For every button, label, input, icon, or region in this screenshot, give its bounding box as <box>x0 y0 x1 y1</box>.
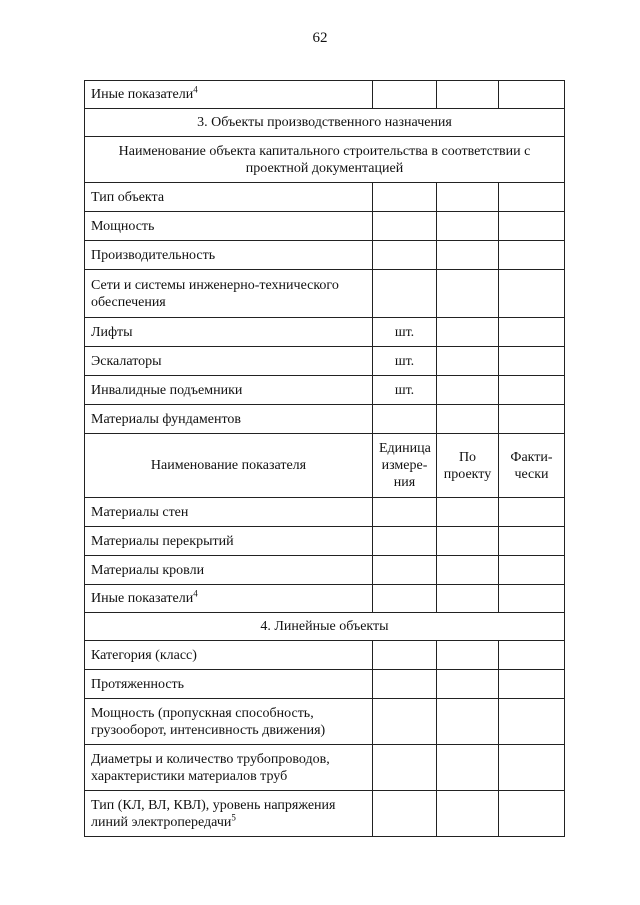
project-cell <box>437 670 499 699</box>
table-row <box>85 318 565 347</box>
actual-cell <box>499 745 565 791</box>
column-header-name: Наименование показателя <box>85 434 373 498</box>
row-label: Сети и системы инженерно-технического обеспечения <box>85 270 373 318</box>
object-name-label: Наименование объекта капитального строительства в соответствии с проектной документацией <box>85 137 565 183</box>
actual-cell <box>499 585 565 613</box>
table-row <box>85 405 565 434</box>
actual-cell <box>499 318 565 347</box>
project-cell <box>437 212 499 241</box>
project-cell <box>437 641 499 670</box>
column-header-unit: Единица измере-ния <box>373 434 437 498</box>
table-row <box>85 183 565 212</box>
unit-cell <box>373 527 437 556</box>
table-row <box>85 699 565 745</box>
unit-cell <box>373 791 437 837</box>
actual-cell <box>499 556 565 585</box>
unit-cell <box>373 498 437 527</box>
row-label: Категория (класс) <box>85 641 373 670</box>
project-cell <box>437 527 499 556</box>
actual-cell <box>499 699 565 745</box>
table-row <box>85 81 565 109</box>
table-row <box>85 241 565 270</box>
project-cell <box>437 318 499 347</box>
row-label: Мощность (пропускная способность, грузооборот, интенсивность движения) <box>85 699 373 745</box>
table-row <box>85 527 565 556</box>
row-label: Иные показатели$^4$ <box>85 81 373 109</box>
project-cell <box>437 376 499 405</box>
project-cell <box>437 585 499 613</box>
project-cell <box>437 699 499 745</box>
unit-cell <box>373 183 437 212</box>
unit-cell <box>373 212 437 241</box>
table-row <box>85 212 565 241</box>
unit-cell <box>373 270 437 318</box>
project-cell <box>437 745 499 791</box>
table-row <box>85 498 565 527</box>
table-row <box>85 270 565 318</box>
row-label: Тип объекта <box>85 183 373 212</box>
column-header-row <box>85 434 565 498</box>
row-label: Мощность <box>85 212 373 241</box>
project-cell <box>437 81 499 109</box>
indicators-table <box>84 80 565 837</box>
project-cell <box>437 241 499 270</box>
unit-cell <box>373 81 437 109</box>
project-cell <box>437 498 499 527</box>
actual-cell <box>499 347 565 376</box>
actual-cell <box>499 241 565 270</box>
project-cell <box>437 791 499 837</box>
actual-cell <box>499 670 565 699</box>
row-label: Производительность <box>85 241 373 270</box>
actual-cell <box>499 405 565 434</box>
section-header-row <box>85 109 565 137</box>
column-header-actual: Факти-чески <box>499 434 565 498</box>
project-cell <box>437 405 499 434</box>
unit-cell <box>373 585 437 613</box>
object-name-row <box>85 137 565 183</box>
row-label: Лифты <box>85 318 373 347</box>
actual-cell <box>499 81 565 109</box>
section-title: 3. Объекты производственного назначения <box>85 109 565 137</box>
actual-cell <box>499 498 565 527</box>
unit-cell: шт. <box>373 376 437 405</box>
actual-cell <box>499 270 565 318</box>
unit-cell <box>373 670 437 699</box>
page-number: 62 <box>312 30 328 46</box>
table-row <box>85 670 565 699</box>
footnote-marker: 5 <box>231 811 236 822</box>
unit-cell <box>373 641 437 670</box>
unit-cell <box>373 405 437 434</box>
column-header-project: По проекту <box>437 434 499 498</box>
table-row <box>85 376 565 405</box>
row-label: Материалы кровли <box>85 556 373 585</box>
row-label: Материалы фундаментов <box>85 405 373 434</box>
table-row <box>85 641 565 670</box>
project-cell <box>437 270 499 318</box>
unit-cell <box>373 699 437 745</box>
row-label: Эскалаторы <box>85 347 373 376</box>
row-label: Материалы стен <box>85 498 373 527</box>
section-header-row <box>85 613 565 641</box>
table-row <box>85 585 565 613</box>
project-cell <box>437 183 499 212</box>
table-row <box>85 745 565 791</box>
unit-cell <box>373 556 437 585</box>
project-cell <box>437 347 499 376</box>
unit-cell <box>373 745 437 791</box>
row-label: Иные показатели$^4$ <box>85 585 373 613</box>
unit-cell: шт. <box>373 347 437 376</box>
footnote-marker: 4 <box>193 84 198 95</box>
actual-cell <box>499 641 565 670</box>
actual-cell <box>499 791 565 837</box>
row-label: Тип (КЛ, ВЛ, КВЛ), уровень напряжения линий электропередачи$^5$ <box>85 791 373 837</box>
actual-cell <box>499 376 565 405</box>
row-label: Материалы перекрытий <box>85 527 373 556</box>
actual-cell <box>499 527 565 556</box>
table-row <box>85 791 565 837</box>
section-title: 4. Линейные объекты <box>85 613 565 641</box>
unit-cell <box>373 241 437 270</box>
table-row <box>85 556 565 585</box>
unit-cell: шт. <box>373 318 437 347</box>
project-cell <box>437 556 499 585</box>
footnote-marker: 4 <box>193 588 198 599</box>
actual-cell <box>499 212 565 241</box>
row-label: Протяженность <box>85 670 373 699</box>
table-row <box>85 347 565 376</box>
row-label: Инвалидные подъемники <box>85 376 373 405</box>
row-label: Диаметры и количество трубопроводов, характеристики материалов труб <box>85 745 373 791</box>
actual-cell <box>499 183 565 212</box>
